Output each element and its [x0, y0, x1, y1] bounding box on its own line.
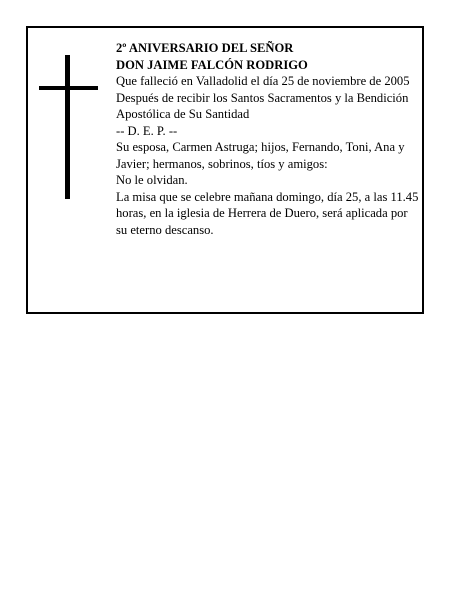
- cross-horizontal-bar: [39, 86, 98, 90]
- family-text: Su esposa, Carmen Astruga; hijos, Fernando, Toni, Ana y Javier; hermanos, sobrinos, tíos y amigos:: [116, 140, 405, 171]
- rip-text: -- D. E. P. --: [116, 123, 178, 138]
- notice-title-line2: DON JAIME FALCÓN RODRIGO: [116, 57, 308, 72]
- death-info: Que falleció en Valladolid el día 25 de noviembre de 2005: [116, 74, 410, 88]
- notice-text-block: [116, 40, 420, 238]
- sacraments-text: Después de recibir los Santos Sacramentos y la Bendición Apostólica de Su Santidad: [116, 90, 409, 121]
- remembrance-text: No le olvidan.: [116, 173, 188, 187]
- latin-cross-icon: [39, 55, 99, 199]
- notice-title-line1: 2º ANIVERSARIO DEL SEÑOR: [116, 41, 294, 55]
- obituary-notice-box: [26, 26, 424, 314]
- mass-text: La misa que se celebre mañana domingo, día 25, a las 11.45 horas, en la iglesia de Herrera de Duero, será aplicada por su eterno descanso.: [116, 189, 419, 237]
- cross-vertical-bar: [65, 55, 70, 199]
